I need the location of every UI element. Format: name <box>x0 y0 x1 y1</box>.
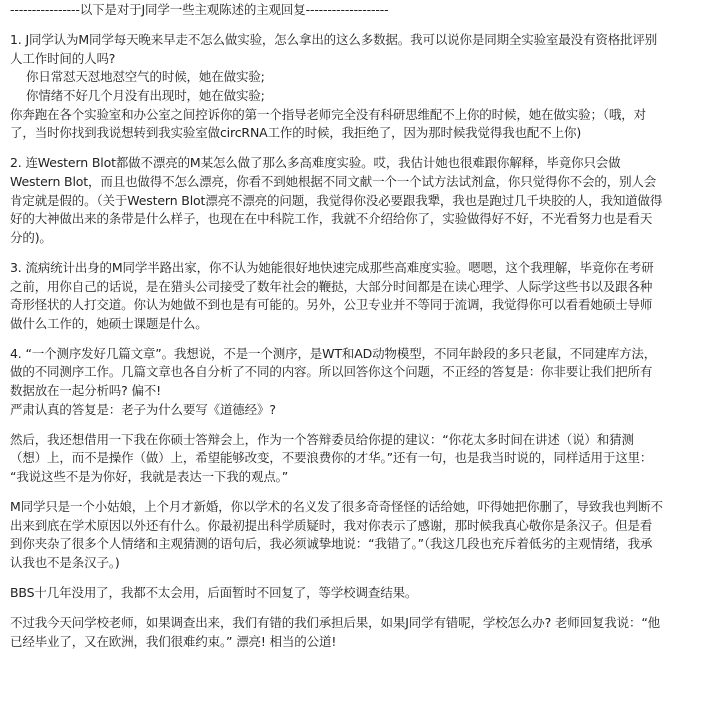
text-line: 严肃认真的答复是：老子为什么要写《道德经》? <box>10 401 276 417</box>
text-line: 4. “一个测序发好几篇文章”。我想说，不是一个测序，是WT和AD动物模型，不同年龄段的多只老鼠，不同建库方法， <box>10 345 657 361</box>
reply-header: ----------------以下是对于J同学一些主观陈述的主观回复------------------- <box>10 2 389 17</box>
thesis-defense-paragraph <box>10 431 712 487</box>
text-line: 肯定就是假的。（关于Western Blot漂亮不漂亮的问题，我觉得你没必要跟我犟，我也是跑过几千块胶的人，我知道做得 <box>10 192 663 208</box>
text-line: M同学只是一个小姑娘，上个月才新婚，你以学术的名义发了很多奇奇怪怪的话给她，吓得她把你删了，导致我也判断不 <box>10 499 663 515</box>
bbs-paragraph <box>10 584 712 603</box>
text-line: 你情绪不好几个月没有出现时，她在做实验; <box>26 87 265 103</box>
text-line: 数据放在一起分析吗? 偏不! <box>10 383 162 399</box>
text-line: 你日常怼天怼地怼空气的时候，她在做实验; <box>26 69 265 85</box>
text-line: 然后，我还想借用一下我在你硕士答辩会上，作为一个答辩委员给你提的建议：“你花太多时间在讲述（说）和猜测 <box>10 431 634 447</box>
text-line: 不过我今天问学校老师，如果调查出来，我们有错的我们承担后果，如果J同学有错呢，学校怎么办? 老师回复我说：“他 <box>10 615 661 631</box>
text-line: 做什么工作的，她硕士课题是什么。 <box>10 315 208 331</box>
point-1 <box>10 31 712 143</box>
text-line: BBS十几年没用了，我都不太会用，后面暂时不回复了，等学校调查结果。 <box>10 585 418 601</box>
point-2 <box>10 154 712 247</box>
closing-paragraph <box>10 614 712 651</box>
text-line: 你奔跑在各个实验室和办公室之间控诉你的第一个指导老师完全没有科研思维配不上你的时候，她在做实验；（哦，对 <box>10 106 646 122</box>
text-line: 出来到底在学术原因以外还有什么。你最初提出科学质疑时，我对你表示了感谢，那时候我真心敬你是条汉子。但是看 <box>10 517 653 533</box>
text-line: 到你夹杂了很多个人情绪和主观猜测的语句后，我必须诚挚地说：“我错了。”（我这几段也充斥着低劣的主观情绪，我承 <box>10 536 653 552</box>
post-body <box>10 1 712 652</box>
text-line: 之前，用你自己的话说，是在猎头公司接受了数年社会的鞭挞，大部分时间都是在读心理学、人际学这些书以及跟各种 <box>10 278 653 294</box>
text-line: 已经毕业了，又在欧洲，我们很难约束。” 漂亮! 相当的公道! <box>10 633 337 649</box>
text-line: 奇形怪状的人打交道。你认为她做不到也是有可能的。另外，公卫专业并不等同于流调，我觉得你可以看看她硕士导师 <box>10 297 653 313</box>
text-line: 了，当时你找到我说想转到我实验室做circRNA工作的时候，我拒绝了，因为那时候我觉得我也配不上你) <box>10 125 582 141</box>
text-line: 2. 连Western Blot都做不漂亮的M某怎么做了那么多高难度实验。哎，我估计她也很难跟你解释，毕竟你只会做 <box>10 155 621 171</box>
text-line: 人工作时间的人吗? <box>10 50 116 66</box>
point-4 <box>10 345 712 419</box>
text-line: 认我也不是条汉子。) <box>10 555 120 570</box>
text-line: （想）上，而不是操作（做）上，希望能够改变，不要浪费你的才华。”还有一句，也是我当时说的，同样适用于这里： <box>10 450 653 466</box>
text-line: 做的不同测序工作。几篇文章也各自分析了不同的内容。所以回答你这个问题，不正经的答复是：你非要让我们把所有 <box>10 364 653 380</box>
student-m-paragraph <box>10 498 712 572</box>
text-line: 1. J同学认为M同学每天晚来早走不怎么做实验，怎么拿出的这么多数据。我可以说你是同期全实验室最没有资格批评别 <box>10 32 658 48</box>
text-line: 3. 流病统计出身的M同学半路出家，你不认为她能很好地快速完成那些高难度实验。嗯嗯，这个我理解，毕竟你在考研 <box>10 259 654 275</box>
text-line: Western Blot，而且也做得不怎么漂亮，你看不到她根据不同文献一个一个试方法试剂盒，你只觉得你不会的，别人会 <box>10 173 657 189</box>
text-line: “我说这些不是为你好，我就是表达一下我的观点。” <box>10 469 289 485</box>
point-3 <box>10 259 712 333</box>
text-line: 分的)。 <box>10 229 52 245</box>
text-line: 好的大神做出来的条带是什么样子，也现在在中科院工作，我就不介绍给你了，实验做得好不好，不光看努力也是看天 <box>10 211 653 227</box>
